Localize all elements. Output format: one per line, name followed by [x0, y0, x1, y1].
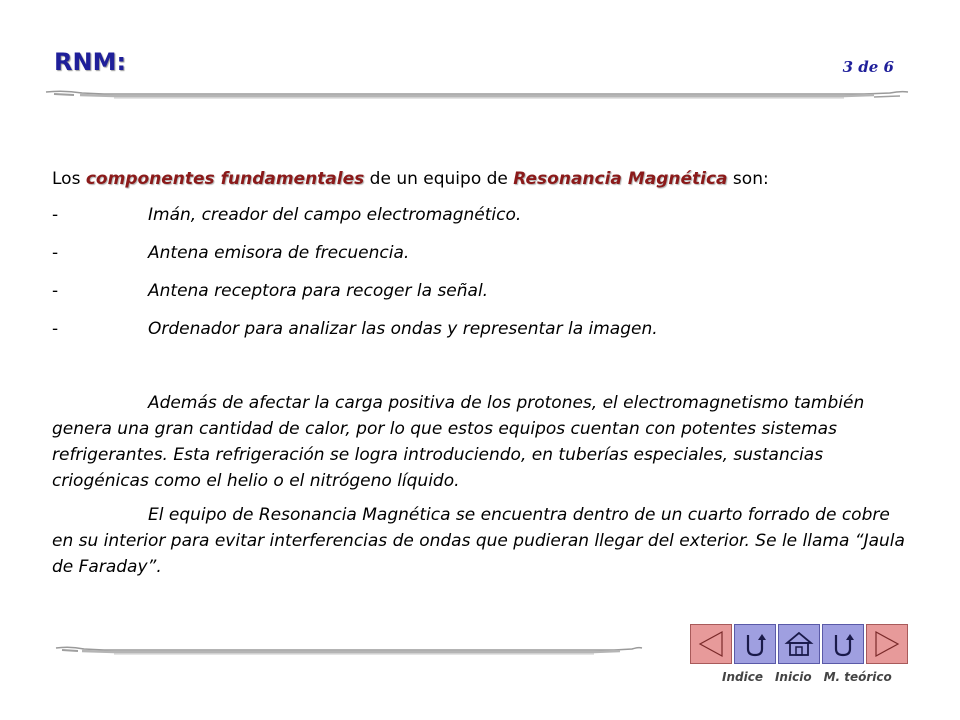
list-item-text: Antena receptora para recoger la señal. [148, 281, 489, 301]
forward-arrow-icon [872, 629, 902, 659]
page-counter: 3 de 6 [842, 58, 894, 76]
home-button[interactable] [778, 624, 820, 664]
bullet-marker: - [52, 319, 59, 339]
list-item [52, 202, 912, 228]
theory-button[interactable] [822, 624, 864, 664]
intro-sentence: Los componentes fundamentales de un equipo de Resonancia Magnética son: [52, 169, 769, 189]
return-icon [828, 629, 858, 659]
previous-button[interactable] [690, 624, 732, 664]
back-arrow-icon [696, 629, 726, 659]
main-content [52, 166, 912, 580]
bottom-divider [54, 640, 644, 660]
list-item-text: Ordenador para analizar las ondas y representar la imagen. [148, 319, 658, 339]
bullet-marker: - [52, 205, 59, 225]
home-icon [784, 629, 814, 659]
list-item [52, 278, 912, 304]
theory-link[interactable]: M. teórico [823, 670, 892, 684]
bullet-marker: - [52, 243, 59, 263]
next-button[interactable] [866, 624, 908, 664]
paragraph-faraday: El equipo de Resonancia Magnética se encuentra dentro de un cuarto forrado de cobre en su interior para evitar interferencias de ondas que pudieran llegar del exterior. Se le llama “Jaula de Faraday”. [52, 505, 905, 577]
home-link[interactable]: Inicio [774, 670, 812, 684]
bullet-marker: - [52, 281, 59, 301]
highlight-components: componentes fundamentales [85, 169, 365, 189]
top-divider [44, 84, 910, 104]
paragraph-cooling: Además de afectar la carga positiva de los protones, el electromagnetismo también genera una gran cantidad de calor, por lo que estos equipos cuentan con potentes sistemas refrigerantes. Esta refrigeración se logra introduciendo, en tuberías especiales, sustancias criogénicas como el helio o el nitrógeno líquido. [52, 393, 865, 491]
list-item-text: Imán, creador del campo electromagnético. [148, 205, 522, 225]
list-item [52, 316, 912, 342]
highlight-resonance: Resonancia Magnética [513, 169, 728, 189]
list-item [52, 240, 912, 266]
navigation-labels [722, 670, 892, 684]
page-title: RNM: [54, 48, 127, 76]
index-button[interactable] [734, 624, 776, 664]
navigation-bar [690, 624, 910, 664]
list-item-text: Antena emisora de frecuencia. [148, 243, 410, 263]
index-link[interactable]: Indice [722, 670, 763, 684]
return-icon [740, 629, 770, 659]
